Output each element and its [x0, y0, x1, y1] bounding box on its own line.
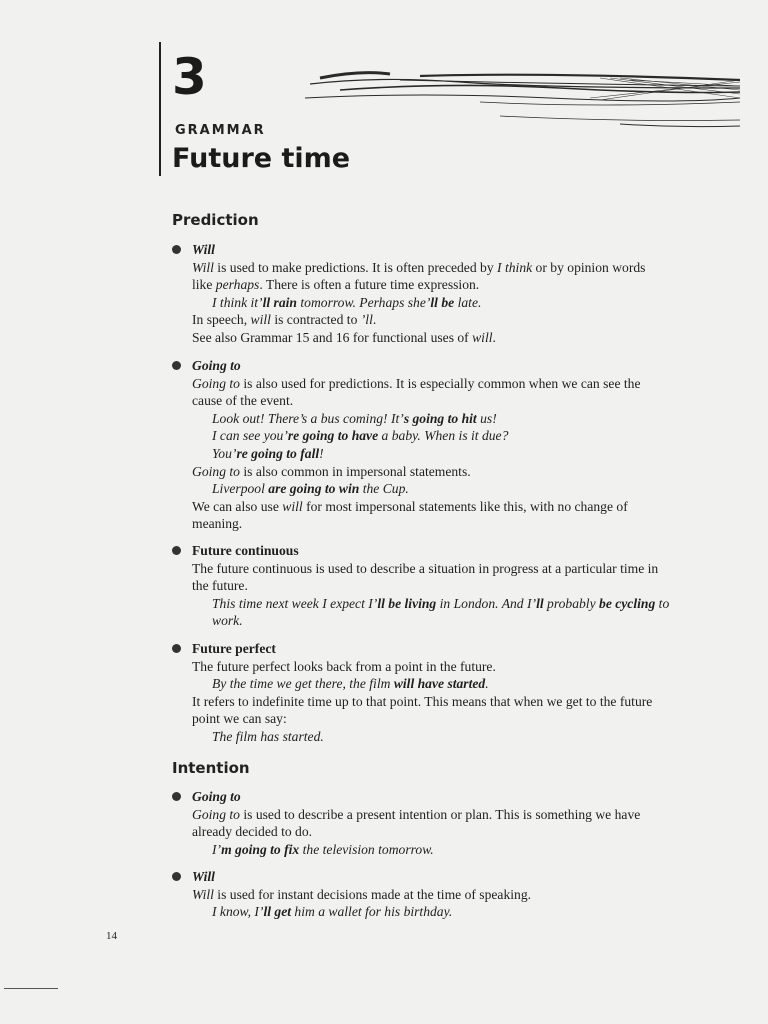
text-segment: By the time we get there, the film [212, 676, 394, 692]
text-segment: Going to [192, 806, 240, 822]
bullet-icon [172, 245, 181, 254]
bullet-future-continuous [192, 542, 722, 630]
text-line [192, 311, 722, 329]
bullet-icon [172, 792, 181, 801]
text-segment: the Cup. [359, 481, 409, 497]
text-segment: is used for instant decisions made at the time of speaking. [213, 886, 532, 902]
text-segment: re going to fall [236, 445, 320, 461]
text-segment: In speech, [192, 312, 251, 328]
text-segment: perhaps [215, 277, 260, 293]
example-line [192, 480, 722, 498]
text-segment: . [485, 676, 489, 692]
text-segment: We can also use [192, 498, 283, 514]
text-line [192, 886, 722, 904]
text-segment: cause of the event. [192, 393, 294, 409]
text-line [192, 515, 722, 533]
text-line [192, 392, 722, 410]
example-line [192, 595, 722, 613]
bullet-prediction-going-to [192, 357, 722, 533]
text-segment: meaning. [192, 516, 243, 532]
text-line [192, 375, 722, 393]
example-line [192, 427, 722, 445]
bullet-title: Going to [192, 358, 241, 373]
text-segment: . [372, 312, 377, 328]
bullet-icon [172, 361, 181, 370]
text-segment: m going to fix [221, 841, 300, 857]
text-segment: be cycling [599, 595, 656, 611]
page-number: 14 [106, 930, 117, 942]
text-line [192, 693, 722, 711]
text-segment: I know, I’ [212, 904, 264, 920]
text-segment: are going to win [268, 481, 360, 497]
bullet-title: Future perfect [192, 641, 276, 656]
text-line [192, 560, 722, 578]
text-segment: The future continuous is used to describe a situation in progress at a particular time in [192, 560, 659, 576]
text-line [192, 806, 722, 824]
section-heading-intention: Intention [172, 759, 250, 777]
text-segment: Going to [192, 375, 240, 391]
text-line [192, 463, 722, 481]
text-segment: him a wallet for his birthday. [291, 904, 453, 920]
text-segment: . There is often a future time expression. [259, 277, 480, 293]
text-segment: is contracted to [270, 312, 361, 328]
text-segment: already decided to do. [192, 824, 313, 840]
text-segment: I think [497, 259, 533, 275]
text-segment: tomorrow. Perhaps she’ [296, 294, 431, 310]
text-segment: for most impersonal statements like this, with no change of [302, 498, 628, 514]
example-line [192, 903, 722, 921]
text-segment: ll [536, 595, 544, 611]
text-segment: The film has started. [212, 728, 324, 744]
text-segment: Look out! There’s a bus coming! It’ [212, 410, 404, 426]
text-line [192, 823, 722, 841]
bullet-title: Will [192, 242, 215, 257]
example-line [192, 612, 722, 630]
bullet-intention-going-to [192, 788, 722, 858]
text-line [192, 658, 722, 676]
text-line [192, 276, 722, 294]
vertical-rule [159, 42, 161, 176]
text-segment: is used to make predictions. It is often preceded by [213, 259, 498, 275]
text-segment: is also common in impersonal statements. [239, 463, 471, 479]
text-segment: ll rain [262, 294, 297, 310]
bullet-title: Future continuous [192, 543, 299, 558]
text-segment: is also used for predictions. It is especially common when we can see the [239, 375, 641, 391]
text-segment: It refers to indefinite time up to that point. This means that when we get to the future [192, 693, 653, 709]
bullet-icon [172, 546, 181, 555]
text-segment: the future. [192, 578, 248, 594]
text-segment: the television tomorrow. [299, 841, 434, 857]
bullet-title: Going to [192, 789, 241, 804]
page-title: Future time [172, 143, 351, 174]
text-segment: This time next week I expect I’ [212, 595, 378, 611]
unit-number: 3 [172, 48, 207, 106]
text-segment: I can see you’ [212, 428, 288, 444]
example-line [192, 841, 722, 859]
example-line [192, 728, 722, 746]
text-segment: like [192, 277, 216, 293]
text-segment: See also Grammar 15 and 16 for functional uses of [192, 329, 473, 345]
bullet-intention-will [192, 868, 722, 921]
text-line [192, 577, 722, 595]
text-segment: will [472, 329, 493, 345]
text-line [192, 329, 722, 347]
text-line [192, 710, 722, 728]
text-segment: ll be [430, 294, 455, 310]
unit-label: GRAMMAR [175, 123, 266, 138]
text-segment: point we can say: [192, 711, 287, 727]
text-segment: Going to [192, 463, 240, 479]
text-segment: You’ [212, 445, 237, 461]
text-segment: or by opinion words [532, 259, 646, 275]
decorative-swoosh [300, 68, 740, 138]
text-segment: will [282, 498, 303, 514]
bullet-prediction-will [192, 241, 722, 347]
text-segment: probably [543, 595, 600, 611]
text-line [192, 498, 722, 516]
text-segment: . [492, 329, 496, 345]
text-segment: work. [212, 613, 243, 629]
example-line [192, 675, 722, 693]
bullet-icon [172, 644, 181, 653]
text-segment: I’ [212, 841, 222, 857]
section-heading-prediction: Prediction [172, 211, 259, 229]
text-segment: Will [192, 259, 214, 275]
scan-mark [4, 988, 58, 989]
text-segment: ll get [263, 904, 292, 920]
example-line [192, 410, 722, 428]
text-segment: I think it’ [212, 294, 263, 310]
text-segment: ’ll [360, 312, 373, 328]
example-line [192, 445, 722, 463]
text-segment: a baby. When is it due? [378, 428, 509, 444]
text-segment: will have started [393, 676, 486, 692]
text-segment: us! [476, 410, 497, 426]
text-segment: to [655, 595, 670, 611]
text-segment: will [250, 312, 271, 328]
text-segment: is used to describe a present intention or plan. This is something we have [239, 806, 641, 822]
text-segment: ll be living [377, 595, 437, 611]
text-segment: late. [454, 294, 482, 310]
bullet-icon [172, 872, 181, 881]
text-segment: ! [319, 445, 324, 461]
example-line [192, 294, 722, 312]
bullet-future-perfect [192, 640, 722, 746]
text-segment: The future perfect looks back from a point in the future. [192, 658, 496, 674]
text-segment: re going to have [287, 428, 379, 444]
text-segment: in London. And I’ [436, 595, 537, 611]
text-segment: s going to hit [403, 410, 477, 426]
text-segment: Liverpool [212, 481, 269, 497]
bullet-title: Will [192, 869, 215, 884]
text-segment: Will [192, 886, 214, 902]
text-line [192, 259, 722, 277]
